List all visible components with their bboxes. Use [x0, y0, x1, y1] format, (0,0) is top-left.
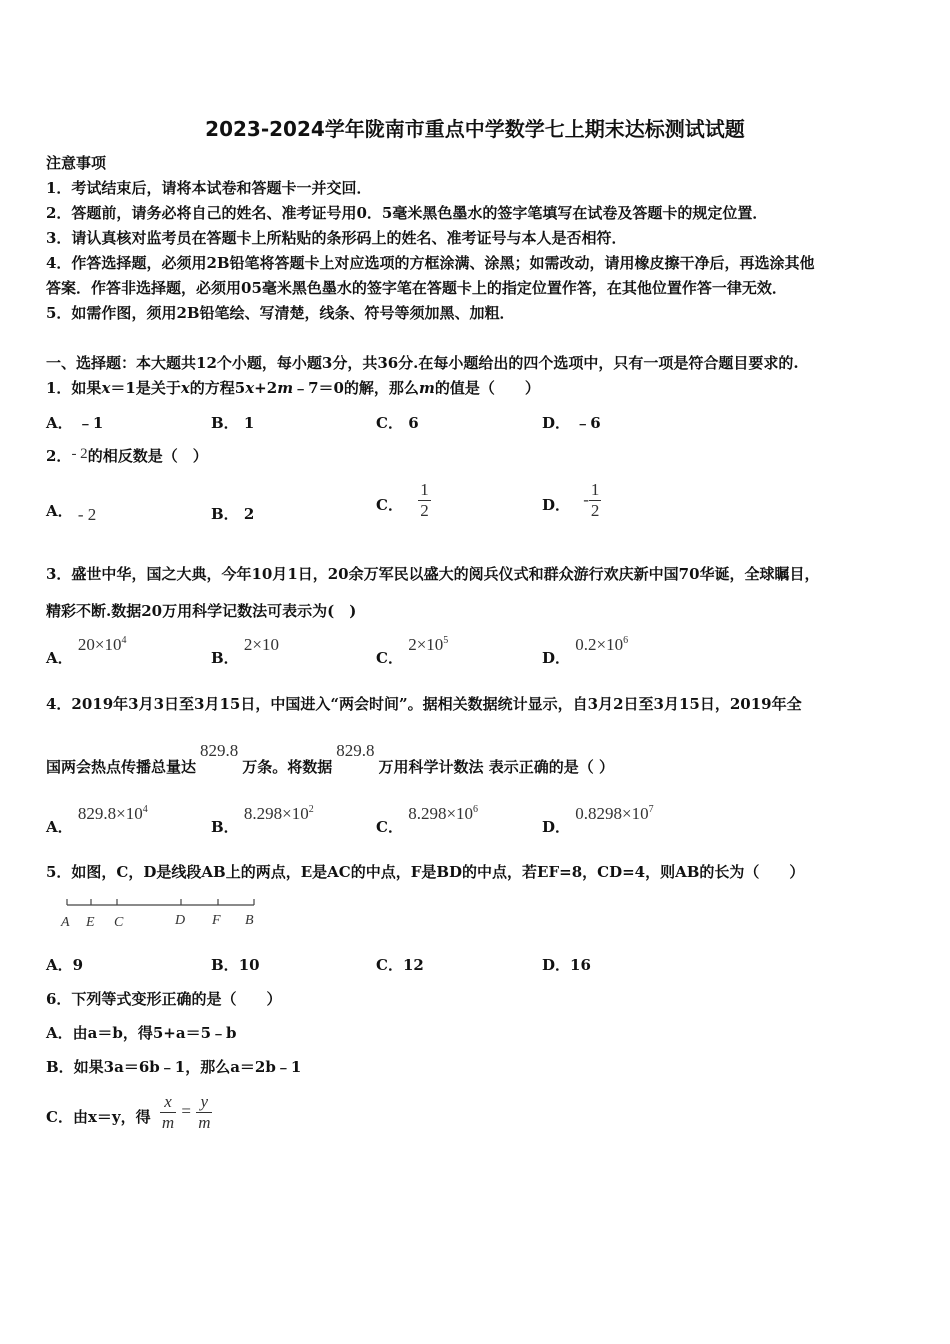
q5-option-b[interactable]: B．10: [211, 956, 260, 974]
notice-item: 3．请认真核对监考员在答题卡上所粘贴的条形码上的姓名、准考证号与本人是否相符．: [46, 229, 627, 247]
q5-option-d[interactable]: D．16: [542, 956, 591, 974]
q4-option-c[interactable]: C． $8.298\times 10^6$: [376, 804, 479, 836]
q5-option-a[interactable]: A．9: [46, 956, 84, 974]
question-6-stem: 6．下列等式变形正确的是（ ）: [46, 990, 282, 1008]
q3-option-d[interactable]: D． $0.2\times 10^6$: [542, 635, 629, 667]
point-label-e: E: [86, 915, 95, 930]
notice-item: 2．答题前，请务必将自己的姓名、准考证号用0．5毫米黑色墨水的签字笔填写在试卷及答题卡的规定位置．: [46, 204, 768, 222]
question-4-line-2: 国两会热点传播总量达829.8万条。将数据829.8万用科学计数法 表示正确的是（ ）: [46, 741, 614, 776]
question-3-line-2: 精彩不断.数据20万用科学记数法可表示为( ): [46, 602, 357, 620]
q3-option-c[interactable]: C． $2\times 10^5$: [376, 635, 449, 667]
point-label-a: A: [61, 915, 70, 930]
notice-item: 4．作答选择题，必须用2B铅笔将答题卡上对应选项的方框涂满、涂黑；如需改动，请用橡皮擦干净后，再选涂其他: [46, 254, 815, 272]
question-2-stem: 2．- 2的相反数是（ ）: [46, 446, 208, 465]
q1-option-a[interactable]: A． ﹣1: [46, 414, 104, 432]
question-4-line-1: 4．2019年3月3日至3月15日，中国进入“两会时间”。据相关数据统计显示，自3月2日至3月15日，2019年全: [46, 695, 802, 713]
q3-option-b[interactable]: B． 2×10: [211, 635, 280, 667]
q2-option-a[interactable]: A． - 2: [46, 502, 97, 524]
page-title: 2023-2024学年陇南市重点中学数学七上期末达标测试试题: [205, 117, 745, 141]
q1-option-c[interactable]: C． 6: [376, 414, 419, 432]
notice-item: 1．考试结束后，请将本试卷和答题卡一并交回．: [46, 179, 372, 197]
question-3-line-1: 3．盛世中华，国之大典，今年10月1日，20余万军民以盛大的阅兵仪式和群众游行欢庆新中国70华诞，全球瞩目，: [46, 565, 820, 583]
section-heading: 一、选择题：本大题共12个小题，每小题3分，共36分.在每小题给出的四个选项中，只有一项是符合题目要求的.: [46, 354, 799, 372]
question-1-stem: 1．如果x＝1是关于x的方程5x+2m﹣7＝0的解，那么m的值是（ ）: [46, 379, 540, 397]
point-label-c: C: [114, 915, 124, 930]
q4-option-a[interactable]: A． $829.8\times 10^4$: [46, 804, 148, 836]
line-segment-figure: [55, 893, 270, 935]
q2-option-b[interactable]: B． 2: [211, 505, 255, 523]
notice-item: 答案．作答非选择题，必须用05毫米黑色墨水的签字笔在答题卡上的指定位置作答，在其他位置作答一律无效．: [46, 279, 787, 297]
question-5-stem: 5．如图，C，D是线段AB上的两点，E是AC的中点，F是BD的中点，若EF=8，CD=4，则AB的长为（ ）: [46, 863, 805, 881]
point-label-d: D: [175, 913, 186, 928]
q1-option-d[interactable]: D． ﹣6: [542, 414, 601, 432]
q5-option-c[interactable]: C．12: [376, 956, 424, 974]
q4-option-d[interactable]: D． $0.8298\times 10^7$: [542, 804, 654, 836]
q3-option-a[interactable]: A． $20\times 10^4$: [46, 635, 127, 667]
q6-option-a[interactable]: A．由a＝b，得5+a＝5﹣b: [46, 1024, 237, 1042]
q4-option-b[interactable]: B． $8.298\times 10^2$: [211, 804, 314, 836]
q6-option-c[interactable]: C．由x＝y，得 $\frac{x}{m}$ = $\frac{y}{m}$: [46, 1092, 211, 1132]
notice-heading: 注意事项: [46, 154, 107, 172]
q6-option-b[interactable]: B．如果3a＝6b﹣1，那么a＝2b﹣1: [46, 1058, 302, 1076]
q1-option-b[interactable]: B． 1: [211, 414, 255, 432]
q2-option-d[interactable]: D． - $\frac{1}{2}$: [542, 480, 600, 520]
q2-option-c[interactable]: C． $\frac{1}{2}$: [376, 480, 429, 520]
point-label-b: B: [245, 913, 254, 928]
point-label-f: F: [212, 913, 221, 928]
notice-item: 5．如需作图，须用2B铅笔绘、写清楚，线条、符号等须加黑、加粗．: [46, 304, 515, 322]
